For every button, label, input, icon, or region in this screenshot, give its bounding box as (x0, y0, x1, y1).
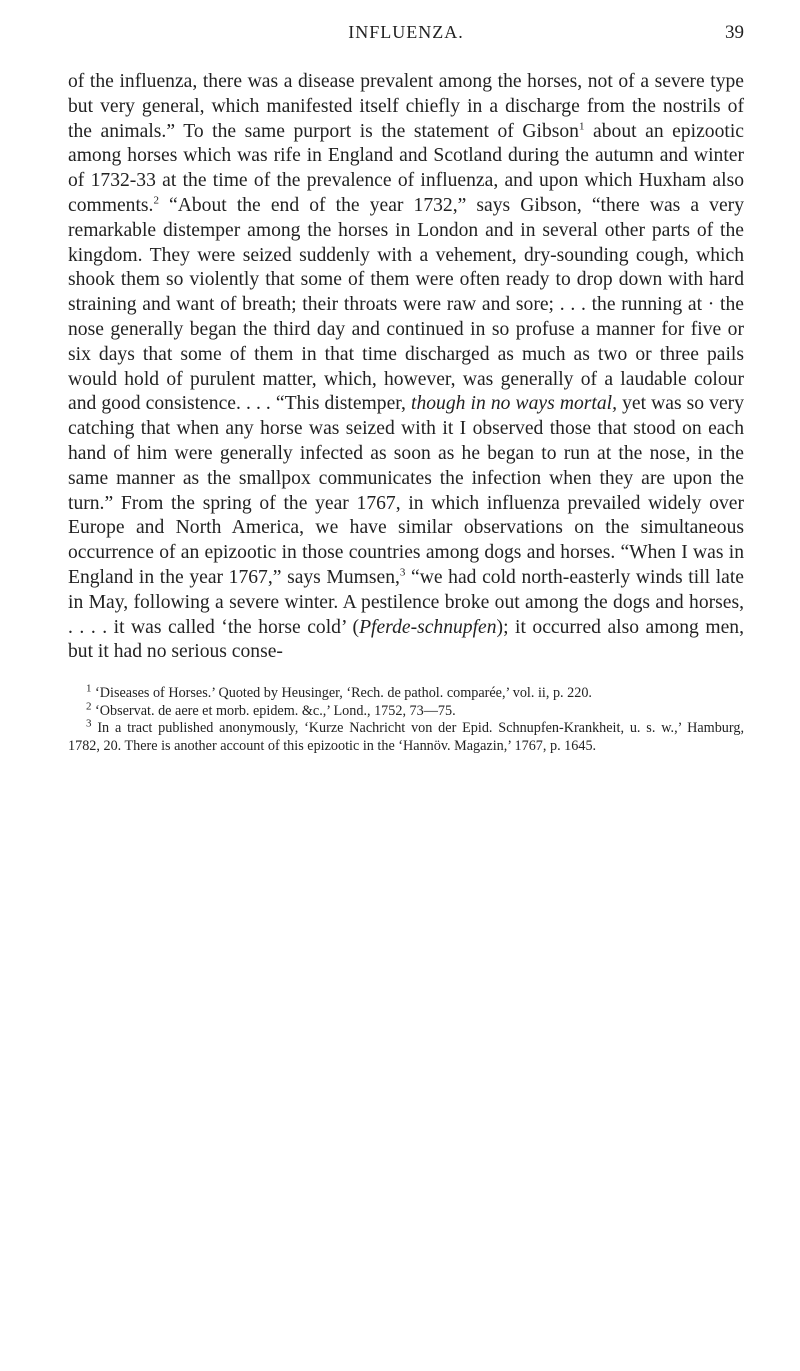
text-run: about an epizootic among horses which was rife in England and Scotland during the autumn and winter of 1732-33 at the time of the prevalence of influenza, and upon which Huxham also comments. (68, 120, 744, 216)
footnote-text: ‘Diseases of Horses.’ Quoted by Heusinger, ‘Rech. de pathol. comparée,’ vol. ii, p. 220. (91, 685, 592, 702)
text-run: yet was so very catching that when any horse was seized with it I observed those that stood on each hand of him were generally infected as soon as he began to run at the nose, in the same manner as the smallpox communicates the infection when they are upon the turn.” From the spring of the year 1767, in which influenza prevailed widely over Europe and North America, we have similar observations on the simultaneous occurrence of an epizootic in those countries among dogs and horses. “When I was in England in the year 1767,” says Mumsen, (68, 393, 744, 588)
footnote-ref-1: 1 (578, 120, 585, 133)
text-run: ); it occurred also among men, but it had no serious conse- (68, 616, 745, 663)
italic-term: Pferde-schnupfen (359, 616, 497, 638)
page-header (68, 22, 744, 56)
footnote-text: ‘Observat. de aere et morb. epidem. &c.,’ Lond., 1752, 73—75. (91, 702, 456, 719)
footnote-ref-2: 2 (153, 194, 159, 207)
footnote-ref-3: 3 (399, 566, 406, 579)
page-number: 39 (725, 22, 744, 43)
footnote-number: 2 (86, 699, 92, 712)
book-page (68, 22, 744, 756)
body-text (68, 70, 744, 665)
footnote (68, 717, 744, 755)
footnote (68, 699, 744, 721)
footnote (68, 682, 744, 703)
running-head: INFLUENZA. (348, 22, 464, 42)
italic-phrase: though in no ways mortal, (411, 393, 617, 415)
text-run: “we had cold north-easterly winds till late in May, following a severe winter. A pestilence broke out among the dogs and horses, . . . . it was called ‘the horse cold’ ( (68, 566, 744, 638)
footnotes (68, 682, 744, 755)
paragraph (68, 70, 744, 665)
text-run: “About the end of the year 1732,” says Gibson, “there was a very remarkable distemper among the horses in London and in several other parts of the kingdom. They were seized suddenly with a vehement, dry-sounding cough, which shook them so violently that some of them were often ready to drop down with hard straining and want of breath; their throats were raw and sore; . . . the running at · the nose generally began the third day and continued in so profuse a manner for five or six days that some of them in that time discharged as much as two or three pails would hold of purulent matter, which, however, was generally of a laudable colour and good consistence. . . . “This distemper, (68, 194, 744, 415)
footnote-text: In a tract published anonymously, ‘Kurze Nachricht von der Epid. Schnupfen-Krankheit, u. s. w.,’ Hamburg, 1782, 20. There is another account of this epizootic in the ‘Hannöv. Magazin,’ 1767, p. 1645. (68, 720, 744, 754)
footnote-number: 3 (86, 717, 92, 730)
footnote-number: 1 (86, 682, 92, 695)
text-run: of the influenza, there was a disease prevalent among the horses, not of a severe type but very general, which manifested itself chiefly in a discharge from the nostrils of the animals.” To the same purport is the statement of Gibson (68, 71, 744, 142)
